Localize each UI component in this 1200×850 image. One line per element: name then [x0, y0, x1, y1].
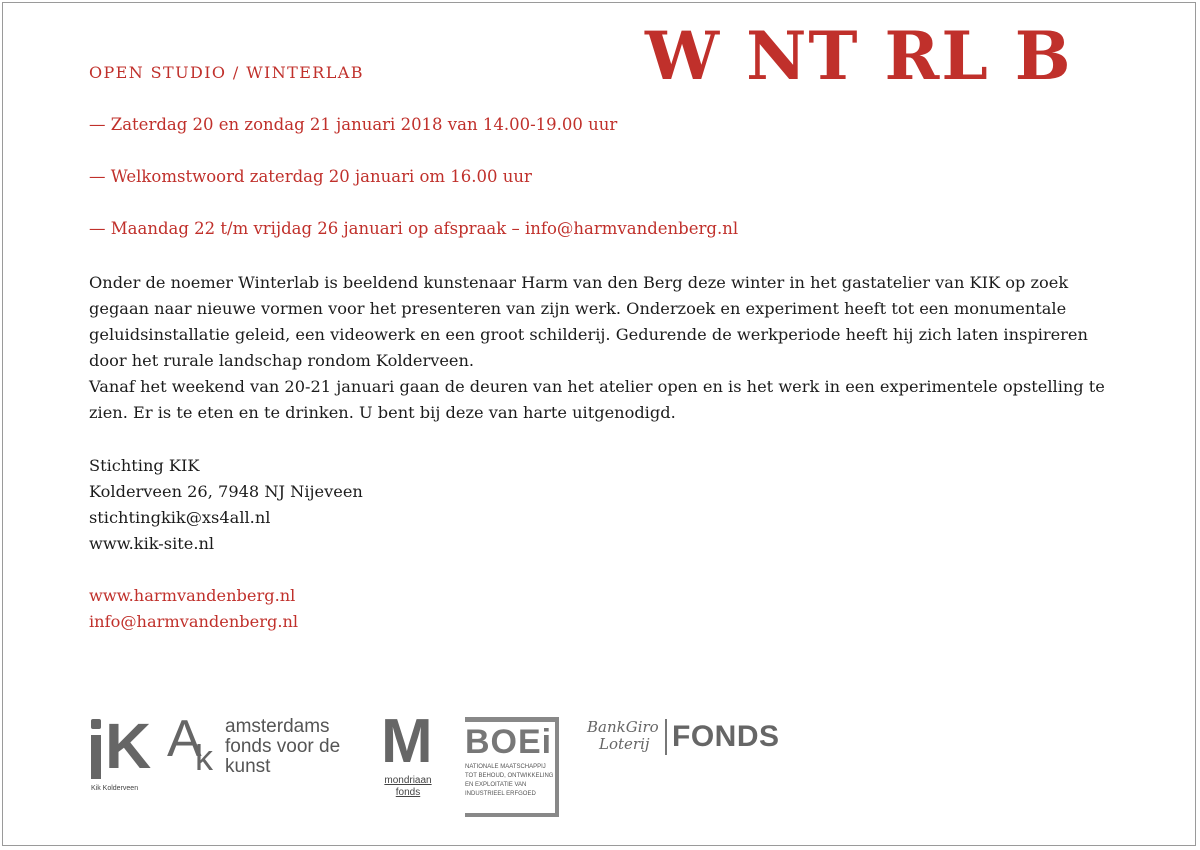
- afk-logo-line-2: fonds voor de: [225, 736, 341, 757]
- mondriaan-logo-line-1: mondriaan: [384, 775, 432, 786]
- description-paragraph-2: Vanaf het weekend van 20-21 januari gaan de deuren van het atelier open en is het werk in een experimentele opstelling te zien. Er is te eten en te drinken. U bent bij deze van harte uitgenodigd.: [89, 377, 1105, 422]
- bankgiro-logo-line-1: BankGiro: [587, 718, 659, 736]
- boei-logo-subtext: [465, 763, 553, 799]
- kik-logo-k: K: [105, 710, 152, 782]
- bankgiro-loterij-fonds-logo: [587, 719, 787, 763]
- afk-logo-line-1: amsterdams: [225, 716, 330, 737]
- invitation-page: [2, 2, 1196, 846]
- address-name: Stichting KIK: [89, 456, 200, 475]
- address-email[interactable]: stichtingkik@xs4all.nl: [89, 508, 271, 527]
- bankgiro-logo-line-2: Loterij: [599, 735, 650, 753]
- bankgiro-logo-text: [587, 719, 659, 753]
- boei-logo-line-2: TOT BEHOUD, ONTWIKKELING: [465, 773, 554, 779]
- event-line-1: — Zaterdag 20 en zondag 21 januari 2018 van 14.00-19.00 uur: [89, 115, 618, 134]
- bankgiro-logo-fonds: FONDS: [672, 720, 780, 753]
- page-heading: OPEN STUDIO / WINTERLAB: [89, 63, 364, 82]
- afk-logo: [167, 710, 367, 781]
- mondriaan-logo-line-2: fonds: [395, 787, 421, 798]
- winterlab-wordmark: W NT RL B: [645, 17, 1073, 95]
- afk-logo-k: k: [195, 737, 213, 778]
- boei-logo-line-3: EN EXPLOITATIE VAN: [465, 782, 527, 788]
- boei-logo-bar-bottom: [465, 813, 559, 817]
- afk-logo-text: [225, 717, 340, 777]
- bankgiro-logo-divider: [665, 719, 667, 755]
- address-website[interactable]: www.kik-site.nl: [89, 534, 215, 553]
- afk-logo-line-3: kunst: [225, 756, 271, 777]
- kik-logo-caption: Kik Kolderveen: [91, 785, 139, 792]
- boei-logo-bar-top: [465, 717, 559, 722]
- address-block: [89, 453, 363, 557]
- mondriaan-logo-m: M: [381, 707, 433, 776]
- boei-logo-bar-side: [555, 717, 559, 817]
- boei-logo-line-4: INDUSTRIEEL ERFGOED: [465, 791, 536, 797]
- boei-logo-word: BOEi: [465, 723, 553, 761]
- mondriaan-logo-text: [383, 775, 433, 799]
- description: [89, 270, 1129, 426]
- afk-logo-a: A: [167, 710, 202, 768]
- event-line-2: — Welkomstwoord zaterdag 20 januari om 16.00 uur: [89, 167, 532, 186]
- artist-email-link[interactable]: info@harmvandenberg.nl: [89, 612, 299, 631]
- artist-website-link[interactable]: www.harmvandenberg.nl: [89, 586, 296, 605]
- artist-links: [89, 583, 298, 635]
- kik-logo: [87, 710, 157, 795]
- description-paragraph-1: Onder de noemer Winterlab is beeldend kunstenaar Harm van den Berg deze winter in het gastatelier van KIK op zoek gegaan naar nieuwe vormen voor het presenteren van zijn werk. Onderzoek en experiment heeft tot een monumentale geluidsinstallatie geleid, een videowerk en een groot schilderij. Gedurende de werkperiode heeft hij zich laten inspireren door het rurale landschap rondom Kolderveen.: [89, 273, 1088, 370]
- kik-logo-bar: [91, 735, 101, 779]
- mondriaan-fonds-logo: [381, 707, 441, 807]
- boei-logo: [465, 717, 565, 817]
- event-line-3: — Maandag 22 t/m vrijdag 26 januari op afspraak – info@harmvandenberg.nl: [89, 219, 739, 238]
- boei-logo-line-1: NATIONALE MAATSCHAPPIJ: [465, 764, 546, 770]
- address-street: Kolderveen 26, 7948 NJ Nijeveen: [89, 482, 363, 501]
- kik-logo-dot: [91, 719, 101, 729]
